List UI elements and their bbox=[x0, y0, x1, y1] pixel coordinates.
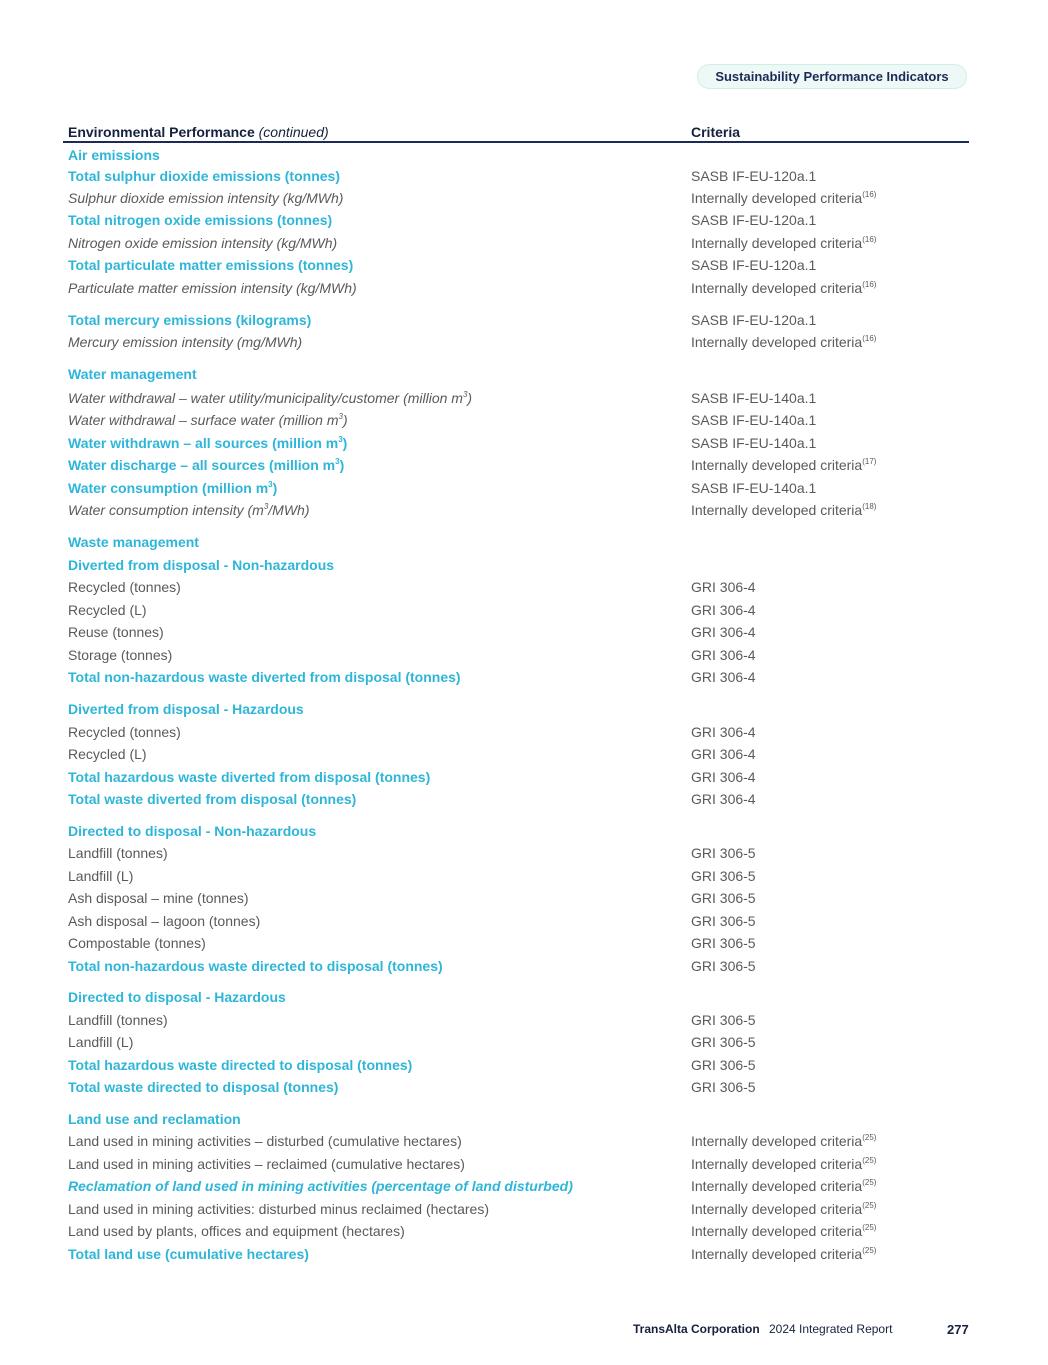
table-row bbox=[0, 532, 1048, 552]
footnote-ref: (25) bbox=[862, 1223, 877, 1232]
table-row bbox=[0, 555, 1048, 575]
table-row bbox=[0, 600, 1048, 620]
footnote-ref: (16) bbox=[862, 280, 877, 289]
criteria-cell: GRI 306-5 bbox=[691, 890, 756, 906]
table-row bbox=[0, 166, 1048, 186]
table-row bbox=[0, 1077, 1048, 1097]
table-row bbox=[0, 478, 1048, 498]
criteria-cell: Internally developed criteria$^{(16)}$ bbox=[691, 235, 877, 251]
indicator-label: Total waste directed to disposal (tonnes) bbox=[68, 1079, 339, 1095]
criteria-cell: Internally developed criteria$^{(18)}$ bbox=[691, 502, 877, 518]
criteria-cell: GRI 306-5 bbox=[691, 935, 756, 951]
indicator-label: Total nitrogen oxide emissions (tonnes) bbox=[68, 212, 333, 228]
indicator-label: Landfill (tonnes) bbox=[68, 845, 168, 861]
indicator-label: Landfill (tonnes) bbox=[68, 1012, 168, 1028]
indicator-label: Recycled (L) bbox=[68, 746, 147, 762]
table-row bbox=[0, 888, 1048, 908]
table-row bbox=[0, 332, 1048, 352]
criteria-cell: SASB IF-EU-140a.1 bbox=[691, 390, 817, 406]
page-footer bbox=[0, 1322, 1048, 1340]
footnote-ref: (25) bbox=[862, 1178, 877, 1187]
criteria-cell: GRI 306-4 bbox=[691, 579, 756, 595]
unit-superscript: 3 bbox=[335, 457, 340, 466]
section-badge: Sustainability Performance Indicators bbox=[697, 64, 967, 89]
unit-superscript: 3 bbox=[268, 480, 273, 489]
footnote-ref: (25) bbox=[862, 1201, 877, 1210]
table-row bbox=[0, 500, 1048, 520]
table-row bbox=[0, 744, 1048, 764]
criteria-cell: GRI 306-5 bbox=[691, 1057, 756, 1073]
indicator-label: Recycled (tonnes) bbox=[68, 724, 181, 740]
table-row bbox=[0, 310, 1048, 330]
indicator-label: Diverted from disposal - Non-hazardous bbox=[68, 557, 335, 573]
footnote-ref: (25) bbox=[862, 1156, 877, 1165]
indicator-label: Reuse (tonnes) bbox=[68, 624, 164, 640]
criteria-cell: Internally developed criteria$^{(25)}$ bbox=[691, 1156, 877, 1172]
footer-company: TransAlta Corporation bbox=[633, 1322, 760, 1336]
indicator-label: Total mercury emissions (kilograms) bbox=[68, 312, 312, 328]
table-row bbox=[0, 1244, 1048, 1264]
criteria-cell: Internally developed criteria$^{(16)}$ bbox=[691, 334, 877, 350]
indicator-label: Land used in mining activities – disturbed (cumulative hectares) bbox=[68, 1133, 462, 1149]
indicator-label: Sulphur dioxide emission intensity (kg/MWh) bbox=[68, 190, 344, 206]
table-row bbox=[0, 622, 1048, 642]
footnote-ref: (16) bbox=[862, 235, 877, 244]
footnote-ref: (17) bbox=[862, 457, 877, 466]
table-row bbox=[0, 1055, 1048, 1075]
criteria-cell: Internally developed criteria$^{(25)}$ bbox=[691, 1178, 877, 1194]
table-row bbox=[0, 210, 1048, 230]
footnote-ref: (18) bbox=[862, 502, 877, 511]
indicator-label: Water withdrawal – surface water (million $m^3$) bbox=[68, 412, 348, 428]
indicator-label: Ash disposal – mine (tonnes) bbox=[68, 890, 249, 906]
criteria-cell: GRI 306-5 bbox=[691, 958, 756, 974]
table-row bbox=[0, 1131, 1048, 1151]
criteria-cell: GRI 306-5 bbox=[691, 1034, 756, 1050]
indicator-label: Water withdrawal – water utility/municipality/customer (million $m^3$) bbox=[68, 390, 473, 406]
table-row bbox=[0, 1176, 1048, 1196]
indicator-label: Air emissions bbox=[68, 147, 160, 163]
table-row bbox=[0, 1010, 1048, 1030]
indicator-label: Particulate matter emission intensity (kg/MWh) bbox=[68, 280, 357, 296]
indicator-label: Landfill (L) bbox=[68, 1034, 134, 1050]
criteria-cell: GRI 306-4 bbox=[691, 602, 756, 618]
table-row bbox=[0, 667, 1048, 687]
indicator-label: Ash disposal – lagoon (tonnes) bbox=[68, 913, 261, 929]
footer-report-title: 2024 Integrated Report bbox=[769, 1322, 893, 1336]
table-row bbox=[0, 933, 1048, 953]
footnote-ref: (16) bbox=[862, 190, 877, 199]
criteria-cell: GRI 306-5 bbox=[691, 1012, 756, 1028]
table-row bbox=[0, 843, 1048, 863]
criteria-cell: Internally developed criteria$^{(25)}$ bbox=[691, 1201, 877, 1217]
unit-superscript: 3 bbox=[462, 390, 468, 399]
indicator-label: Directed to disposal - Non-hazardous bbox=[68, 823, 317, 839]
footnote-ref: (25) bbox=[862, 1133, 877, 1142]
table-row bbox=[0, 278, 1048, 298]
table-row bbox=[0, 433, 1048, 453]
indicator-label: Storage (tonnes) bbox=[68, 647, 173, 663]
indicator-label: Nitrogen oxide emission intensity (kg/MWh) bbox=[68, 235, 338, 251]
table-row bbox=[0, 1221, 1048, 1241]
criteria-cell: GRI 306-5 bbox=[691, 868, 756, 884]
table-row bbox=[0, 767, 1048, 787]
criteria-cell: SASB IF-EU-120a.1 bbox=[691, 257, 817, 273]
criteria-cell: GRI 306-5 bbox=[691, 845, 756, 861]
indicator-label: Total non-hazardous waste directed to disposal (tonnes) bbox=[68, 958, 443, 974]
table-row bbox=[0, 821, 1048, 841]
unit-superscript: 3 bbox=[338, 435, 343, 444]
table-row bbox=[0, 577, 1048, 597]
indicator-label: Water withdrawn – all sources (million $m^3$) bbox=[68, 435, 348, 451]
table-row bbox=[0, 1109, 1048, 1129]
criteria-cell: GRI 306-5 bbox=[691, 913, 756, 929]
table-row bbox=[0, 645, 1048, 665]
indicator-label: Waste management bbox=[68, 534, 199, 550]
unit-superscript: 3 bbox=[338, 412, 343, 421]
table-row bbox=[0, 956, 1048, 976]
table-row bbox=[0, 364, 1048, 384]
criteria-cell: SASB IF-EU-140a.1 bbox=[691, 435, 817, 451]
indicator-label: Compostable (tonnes) bbox=[68, 935, 206, 951]
criteria-cell: SASB IF-EU-120a.1 bbox=[691, 312, 817, 328]
criteria-cell: GRI 306-4 bbox=[691, 769, 756, 785]
indicator-label: Total particulate matter emissions (tonnes) bbox=[68, 257, 354, 273]
criteria-cell: Internally developed criteria$^{(25)}$ bbox=[691, 1133, 877, 1149]
criteria-cell: GRI 306-4 bbox=[691, 669, 756, 685]
table-row bbox=[0, 410, 1048, 430]
table-row bbox=[0, 388, 1048, 408]
table-row bbox=[0, 699, 1048, 719]
column-header-criteria: Criteria bbox=[691, 124, 741, 140]
criteria-cell: GRI 306-4 bbox=[691, 724, 756, 740]
table-row bbox=[0, 1154, 1048, 1174]
indicator-label: Land used by plants, offices and equipment (hectares) bbox=[68, 1223, 405, 1239]
criteria-cell: SASB IF-EU-120a.1 bbox=[691, 212, 817, 228]
footnote-ref: (25) bbox=[862, 1246, 877, 1255]
footnote-ref: (16) bbox=[862, 334, 877, 343]
criteria-cell: GRI 306-4 bbox=[691, 647, 756, 663]
criteria-cell: GRI 306-5 bbox=[691, 1079, 756, 1095]
column-header-indicator: Environmental Performance (continued) bbox=[68, 124, 329, 140]
table-row bbox=[0, 1032, 1048, 1052]
indicator-label: Diverted from disposal - Hazardous bbox=[68, 701, 304, 717]
indicator-label: Water management bbox=[68, 366, 197, 382]
indicator-label: Mercury emission intensity (mg/MWh) bbox=[68, 334, 303, 350]
table-row bbox=[0, 987, 1048, 1007]
indicator-label: Directed to disposal - Hazardous bbox=[68, 989, 286, 1005]
criteria-cell: Internally developed criteria$^{(17)}$ bbox=[691, 457, 877, 473]
indicator-label: Water consumption intensity $(m^3/MWh)$ bbox=[68, 502, 310, 518]
indicator-label: Total non-hazardous waste diverted from disposal (tonnes) bbox=[68, 669, 461, 685]
indicator-label: Land used in mining activities: disturbed minus reclaimed (hectares) bbox=[68, 1201, 489, 1217]
criteria-cell: GRI 306-4 bbox=[691, 624, 756, 640]
criteria-cell: Internally developed criteria$^{(25)}$ bbox=[691, 1246, 877, 1262]
criteria-cell: SASB IF-EU-140a.1 bbox=[691, 412, 817, 428]
table-row bbox=[0, 188, 1048, 208]
indicator-label: Total hazardous waste diverted from disposal (tonnes) bbox=[68, 769, 431, 785]
indicator-label: Reclamation of land used in mining activities (percentage of land disturbed) bbox=[68, 1178, 573, 1194]
indicator-label: Water discharge – all sources (million $m^3$) bbox=[68, 457, 345, 473]
indicator-label: Land used in mining activities – reclaimed (cumulative hectares) bbox=[68, 1156, 465, 1172]
indicator-label: Landfill (L) bbox=[68, 868, 134, 884]
criteria-cell: Internally developed criteria$^{(16)}$ bbox=[691, 280, 877, 296]
table-row bbox=[0, 1199, 1048, 1219]
table-row bbox=[0, 145, 1048, 165]
criteria-cell: SASB IF-EU-140a.1 bbox=[691, 480, 817, 496]
indicator-label: Land use and reclamation bbox=[68, 1111, 241, 1127]
table-row bbox=[0, 911, 1048, 931]
indicator-label: Total land use (cumulative hectares) bbox=[68, 1246, 309, 1262]
table-row bbox=[0, 455, 1048, 475]
indicator-label: Total hazardous waste directed to disposal (tonnes) bbox=[68, 1057, 413, 1073]
unit-superscript: 3 bbox=[263, 502, 269, 511]
indicator-label: Recycled (L) bbox=[68, 602, 147, 618]
table-row bbox=[0, 233, 1048, 253]
table-row bbox=[0, 789, 1048, 809]
table-row bbox=[0, 866, 1048, 886]
criteria-cell: Internally developed criteria$^{(16)}$ bbox=[691, 190, 877, 206]
indicator-label: Total waste diverted from disposal (tonnes) bbox=[68, 791, 357, 807]
indicator-label: Recycled (tonnes) bbox=[68, 579, 181, 595]
criteria-cell: GRI 306-4 bbox=[691, 746, 756, 762]
criteria-cell: GRI 306-4 bbox=[691, 791, 756, 807]
indicator-label: Water consumption (million $m^3$) bbox=[68, 480, 278, 496]
indicator-label: Total sulphur dioxide emissions (tonnes) bbox=[68, 168, 340, 184]
table-row bbox=[0, 722, 1048, 742]
page-number: 277 bbox=[947, 1322, 969, 1337]
criteria-cell: Internally developed criteria$^{(25)}$ bbox=[691, 1223, 877, 1239]
criteria-cell: SASB IF-EU-120a.1 bbox=[691, 168, 817, 184]
table-row bbox=[0, 255, 1048, 275]
